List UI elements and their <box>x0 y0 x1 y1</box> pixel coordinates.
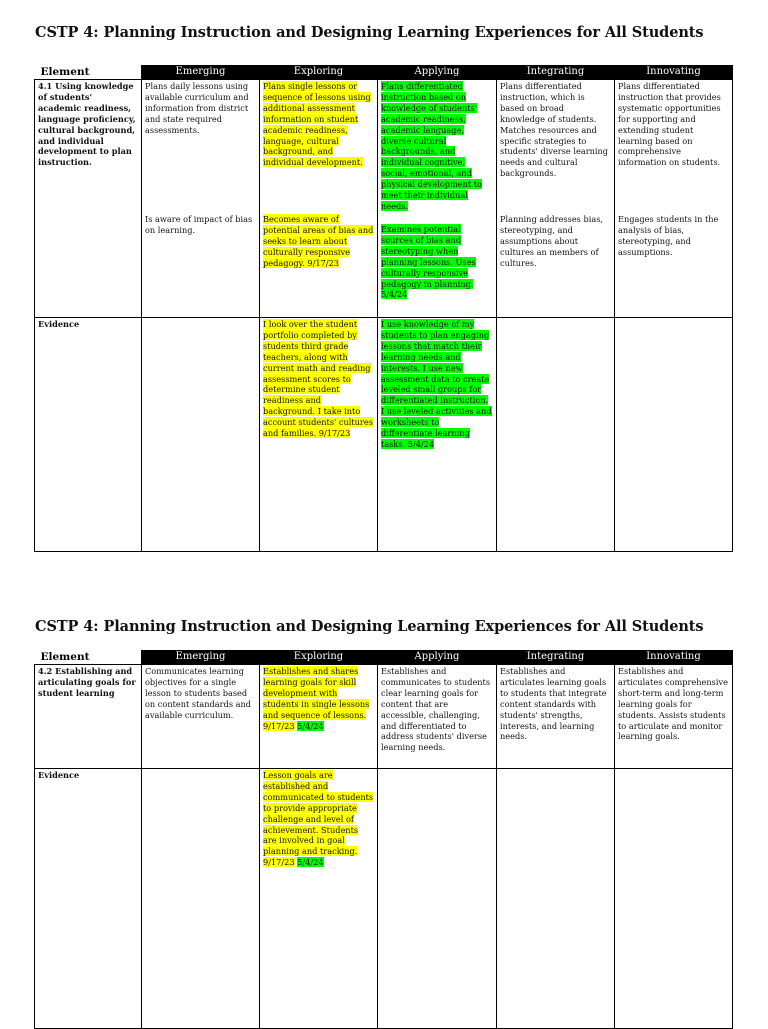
evidence-applying-text: I use knowledge of my students to plan engaging lessons that match their learning needs and interests. I use new assessment data to create leveled small groups for differentiated instruction. I use leveled activities and worksheets to differentiate learning tasks. 5/4/24 <box>381 319 492 449</box>
evidence-exploring-text: I look over the student portfolio completed by students third grade teachers, along with current math and reading assessment scores to determine student readiness and background. I take into account students' cultures and families. 9/17/23 <box>263 319 373 439</box>
integrating-criteria-2: Planning addresses bias, stereotyping, and assumptions about cultures an members of cultures. <box>500 214 604 268</box>
evidence-row <box>35 318 733 552</box>
cell-emerging <box>142 80 260 318</box>
evidence-label: Evidence <box>35 318 142 552</box>
element-header: Element <box>35 651 142 665</box>
evidence-innovating <box>615 318 733 552</box>
cstp-4-1-table <box>34 65 733 552</box>
exploring-date-1: 9/17/23 <box>263 720 295 731</box>
cell-applying <box>378 80 497 318</box>
level-emerging: Emerging <box>142 651 260 665</box>
emerging-criteria: Communicates learning objectives for a single lesson to students based on content standards and available curriculum. <box>145 666 252 720</box>
cstp-4-2-table <box>34 650 733 1029</box>
cell-innovating <box>615 665 733 769</box>
evidence-emerging <box>142 769 260 1029</box>
innovating-criteria-1: Plans differentiated instruction that provides systematic opportunities for supporting and extending student learning based on comprehensive information on students. <box>618 81 721 168</box>
level-emerging: Emerging <box>142 66 260 80</box>
cell-exploring <box>260 80 378 318</box>
element-row <box>35 665 733 769</box>
applying-criteria-2: Examines potential sources of bias and stereotyping when planning lessons. Uses culturally responsive pedagogy in planning. 5/4/24 <box>381 224 476 300</box>
element-row <box>35 80 733 318</box>
level-applying: Applying <box>378 66 497 80</box>
integrating-criteria-1: Plans differentiated instruction, which is based on broad knowledge of students. Matches resources and specific strategies to students' diverse learning needs and cultural backgrounds. <box>500 81 609 179</box>
evidence-exploring <box>260 769 378 1029</box>
applying-criteria-1: Plans differentiated instruction based on knowledge of students' academic readiness, academic language, diverse cultural backgrounds, and individual cognitive, social, emotional, and physical development to meet their individual needs. <box>381 81 482 211</box>
exploring-criteria: Establishes and shares learning goals for skill development with students in single lessons and sequence of lessons. <box>263 666 370 720</box>
evidence-exploring-date-1: 9/17/23 <box>263 857 295 868</box>
section-2-title: CSTP 4: Planning Instruction and Designing Learning Experiences for All Students <box>35 618 704 635</box>
level-integrating: Integrating <box>497 66 615 80</box>
cell-applying <box>378 665 497 769</box>
element-label-4-2: 4.2 Establishing and articulating goals for student learning <box>35 665 142 769</box>
evidence-row <box>35 769 733 1029</box>
innovating-criteria: Establishes and articulates comprehensive short-term and long-term learning goals for students. Assists students to articulate and monitor learning goals. <box>618 666 728 742</box>
evidence-exploring-text: Lesson goals are established and communicated to students to provide appropriate challenge and level of achievement. Students are involved in goal planning and tracking. <box>263 770 374 857</box>
evidence-integrating <box>497 769 615 1029</box>
evidence-exploring-date-2: 5/4/24 <box>297 857 324 868</box>
level-innovating: Innovating <box>615 66 733 80</box>
level-innovating: Innovating <box>615 651 733 665</box>
evidence-applying <box>378 769 497 1029</box>
innovating-criteria-2: Engages students in the analysis of bias, stereotyping, and assumptions. <box>618 214 719 257</box>
emerging-criteria-1: Plans daily lessons using available curriculum and information from district and state required assessments. <box>145 81 249 135</box>
header-row <box>35 651 733 665</box>
cell-innovating <box>615 80 733 318</box>
level-integrating: Integrating <box>497 651 615 665</box>
section-1-title: CSTP 4: Planning Instruction and Designing Learning Experiences for All Students <box>35 24 704 41</box>
evidence-integrating <box>497 318 615 552</box>
evidence-applying <box>378 318 497 552</box>
exploring-date-2: 5/4/24 <box>297 720 324 731</box>
level-exploring: Exploring <box>260 66 378 80</box>
evidence-innovating <box>615 769 733 1029</box>
applying-criteria: Establishes and communicates to students clear learning goals for content that are accessible, challenging, and differentiated to address students' diverse learning needs. <box>381 666 491 753</box>
cell-emerging <box>142 665 260 769</box>
cell-integrating <box>497 80 615 318</box>
cell-integrating <box>497 665 615 769</box>
level-applying: Applying <box>378 651 497 665</box>
exploring-criteria-2: Becomes aware of potential areas of bias and seeks to learn about culturally responsive pedagogy. 9/17/23 <box>263 214 374 268</box>
emerging-criteria-2: Is aware of impact of bias on learning. <box>145 214 253 235</box>
header-row <box>35 66 733 80</box>
evidence-exploring <box>260 318 378 552</box>
element-label-4-1: 4.1 Using knowledge of students' academic readiness, language proficiency, cultural background, and individual development to plan instruction. <box>35 80 142 318</box>
evidence-label: Evidence <box>35 769 142 1029</box>
evidence-emerging <box>142 318 260 552</box>
integrating-criteria: Establishes and articulates learning goals to students that integrate content standards with students' strengths, interests, and learning needs. <box>500 666 607 742</box>
cell-exploring <box>260 665 378 769</box>
exploring-criteria-1: Plans single lessons or sequence of lessons using additional assessment information on student academic readiness, language, cultural background, and individual development. <box>263 81 371 168</box>
element-header: Element <box>35 66 142 80</box>
level-exploring: Exploring <box>260 651 378 665</box>
